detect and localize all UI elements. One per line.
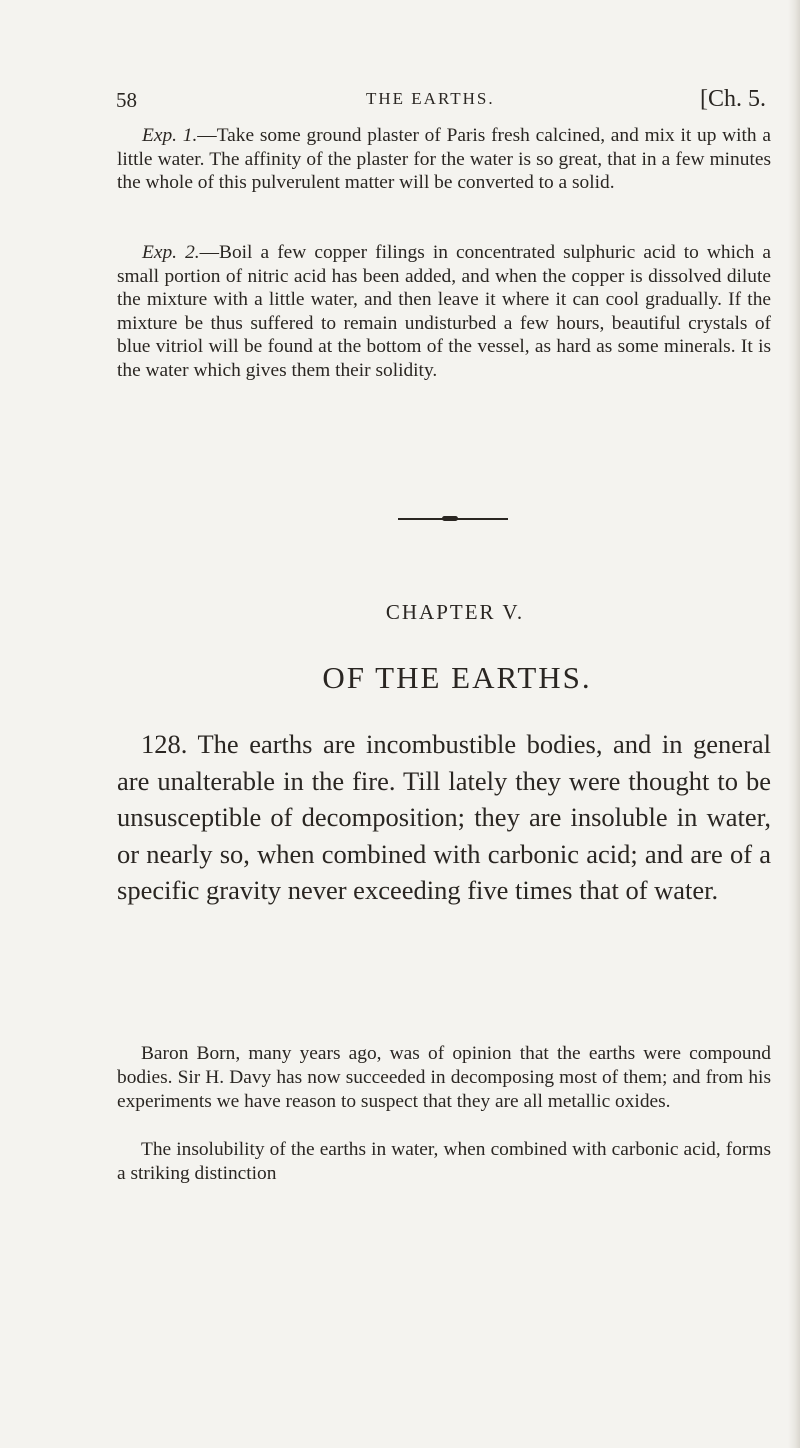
note-paragraph-1	[117, 1042, 771, 1114]
experiment-1-label: Exp. 1.	[142, 125, 198, 146]
page-edge	[788, 0, 800, 1448]
experiment-2-label: Exp. 2.	[142, 242, 200, 263]
note-paragraph-2-text: The insolubility of the earths in water, when combined with carbonic acid, forms a striking distinction	[117, 1139, 771, 1184]
section-divider-ornament	[398, 518, 508, 520]
note-paragraph-1-text: Baron Born, many years ago, was of opinion that the earths were compound bodies. Sir H. Davy has now succeeded in decomposing most of them; and from his experiments we have reason to suspect that they are all metallic oxides.	[117, 1043, 771, 1112]
paragraph-128	[117, 726, 771, 909]
paragraph-128-text: 128. The earths are incombustible bodies, and in general are unalterable in the fire. Till lately they were thought to be unsusceptible of decomposition; they are insoluble in water, or nearly so, when combined with carbonic acid; and are of a specific gravity never exceeding five times that of water.	[117, 729, 771, 905]
running-title: THE EARTHS.	[366, 89, 495, 108]
experiment-1-text: —Take some ground plaster of Paris fresh calcined, and mix it up with a little water. The affinity of the plaster for the water is so great, that in a few minutes the whole of this pulverulent matter will be converted to a solid.	[117, 125, 771, 193]
experiment-1	[117, 124, 771, 195]
note-paragraph-2	[117, 1138, 771, 1186]
experiment-2-text: —Boil a few copper filings in concentrated sulphuric acid to which a small portion of nitric acid has been added, and when the copper is dissolved dilute the mixture with a little water, and then leave it where it can cool gradually. If the mixture be thus suffered to remain undisturbed a few hours, beautiful crystals of blue vitriol will be found at the bottom of the vessel, as hard as some minerals. It is the water which gives them their solidity.	[117, 242, 771, 381]
chapter-number: CHAPTER V.	[385, 600, 525, 624]
running-head	[116, 88, 766, 118]
chapter-reference: [Ch. 5.	[700, 86, 766, 112]
chapter-title: OF THE EARTHS.	[322, 660, 592, 695]
experiment-2	[117, 241, 771, 382]
page-number: 58	[116, 88, 137, 112]
